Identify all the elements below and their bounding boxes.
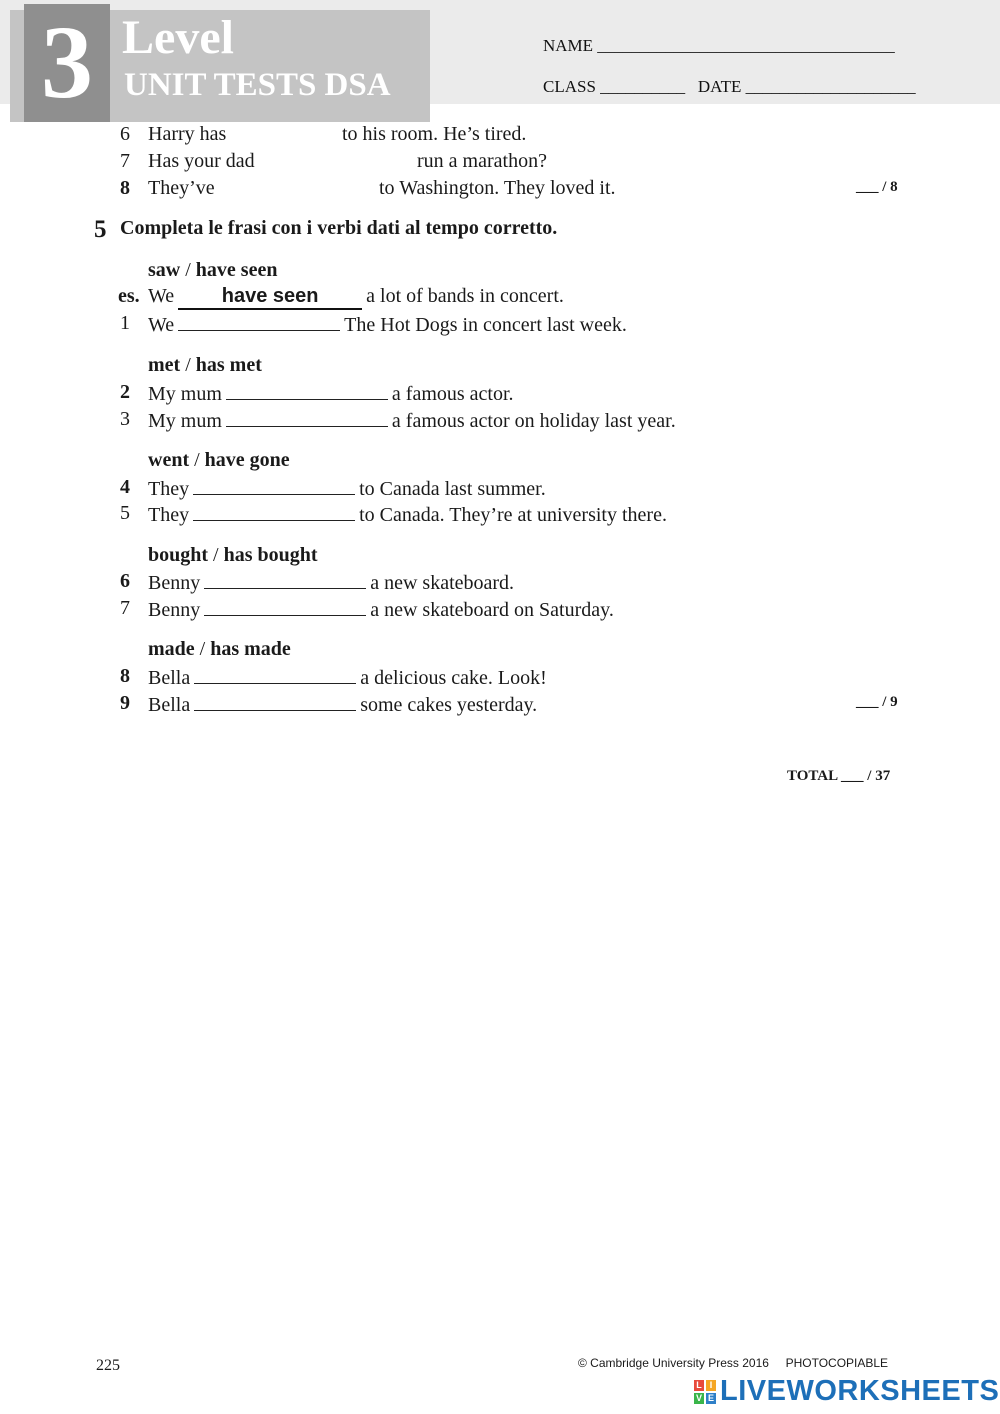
item-number: 7 bbox=[120, 150, 130, 172]
unit-tests-label: UNIT TESTS DSA bbox=[124, 67, 391, 103]
verb-options: met / has met bbox=[148, 354, 262, 376]
sentence: Bella a delicious cake. Look! bbox=[148, 663, 547, 691]
sentence: Bella some cakes yesterday. bbox=[148, 690, 537, 718]
section-score: ___ / 8 bbox=[856, 179, 898, 195]
class-date-field[interactable]: CLASS __________ DATE ____________________ bbox=[543, 77, 916, 96]
logo-letter: L bbox=[694, 1380, 704, 1391]
item-number: 9 bbox=[120, 692, 130, 714]
liveworksheets-wordmark: LIVEWORKSHEETS bbox=[720, 1375, 1000, 1407]
liveworksheets-logo-icon bbox=[694, 1380, 716, 1404]
item-number: 8 bbox=[120, 177, 130, 199]
section-score: ___ / 9 bbox=[856, 694, 898, 710]
sentence: My mum a famous actor. bbox=[148, 379, 514, 407]
item-number: 6 bbox=[120, 570, 130, 592]
answer-blank[interactable] bbox=[194, 690, 356, 711]
answer-blank[interactable] bbox=[204, 568, 366, 589]
name-field[interactable]: NAME ___________________________________ bbox=[543, 36, 895, 55]
task-number: 5 bbox=[94, 216, 107, 243]
sentence-end: to his room. He’s tired. bbox=[342, 123, 527, 145]
item-number: 7 bbox=[120, 597, 130, 619]
example-sentence: We have seen a lot of bands in concert. bbox=[148, 283, 564, 310]
verb-options: saw / have seen bbox=[148, 259, 278, 281]
sentence-start: Has your dad bbox=[148, 150, 255, 172]
verb-options: went / have gone bbox=[148, 449, 290, 471]
liveworksheets-logo bbox=[694, 1375, 999, 1408]
level-label: Level bbox=[122, 11, 234, 64]
answer-blank[interactable] bbox=[178, 310, 340, 331]
item-number: 6 bbox=[120, 123, 130, 145]
total-score: TOTAL ___ / 37 bbox=[787, 768, 891, 784]
verb-options: bought / has bought bbox=[148, 544, 318, 566]
answer-blank[interactable] bbox=[226, 406, 388, 427]
item-number: 5 bbox=[120, 502, 130, 524]
logo-letter: V bbox=[695, 1392, 702, 1403]
item-number: 1 bbox=[120, 312, 130, 334]
sentence: My mum a famous actor on holiday last year. bbox=[148, 406, 676, 434]
example-answer: have seen bbox=[178, 284, 362, 310]
answer-blank[interactable] bbox=[194, 663, 356, 684]
sentence: We The Hot Dogs in concert last week. bbox=[148, 310, 627, 338]
page-number: 225 bbox=[96, 1357, 120, 1374]
item-number: 2 bbox=[120, 381, 130, 403]
logo-letter: E bbox=[707, 1392, 714, 1403]
sentence-end: to Washington. They loved it. bbox=[379, 177, 616, 199]
answer-blank[interactable] bbox=[204, 595, 366, 616]
item-number: 3 bbox=[120, 408, 130, 430]
answer-blank[interactable] bbox=[226, 379, 388, 400]
answer-blank[interactable] bbox=[193, 500, 355, 521]
sentence: They to Canada last summer. bbox=[148, 474, 546, 502]
sentence-end: run a marathon? bbox=[417, 150, 547, 172]
item-number: 4 bbox=[120, 476, 130, 498]
example-label: es. bbox=[118, 285, 140, 307]
sentence: They to Canada. They’re at university there. bbox=[148, 500, 667, 528]
sentence-start: They’ve bbox=[148, 177, 215, 199]
answer-blank[interactable] bbox=[193, 474, 355, 495]
logo-letter: I bbox=[706, 1380, 716, 1391]
sentence-start: Harry has bbox=[148, 123, 227, 145]
verb-options: made / has made bbox=[148, 638, 291, 660]
task-instructions: Completa le frasi con i verbi dati al tempo corretto. bbox=[120, 217, 558, 239]
sentence: Benny a new skateboard on Saturday. bbox=[148, 595, 614, 623]
sentence: Benny a new skateboard. bbox=[148, 568, 514, 596]
copyright-notice: © Cambridge University Press 2016 PHOTOCOPIABLE bbox=[578, 1356, 889, 1370]
level-number: 3 bbox=[24, 4, 110, 122]
item-number: 8 bbox=[120, 665, 130, 687]
